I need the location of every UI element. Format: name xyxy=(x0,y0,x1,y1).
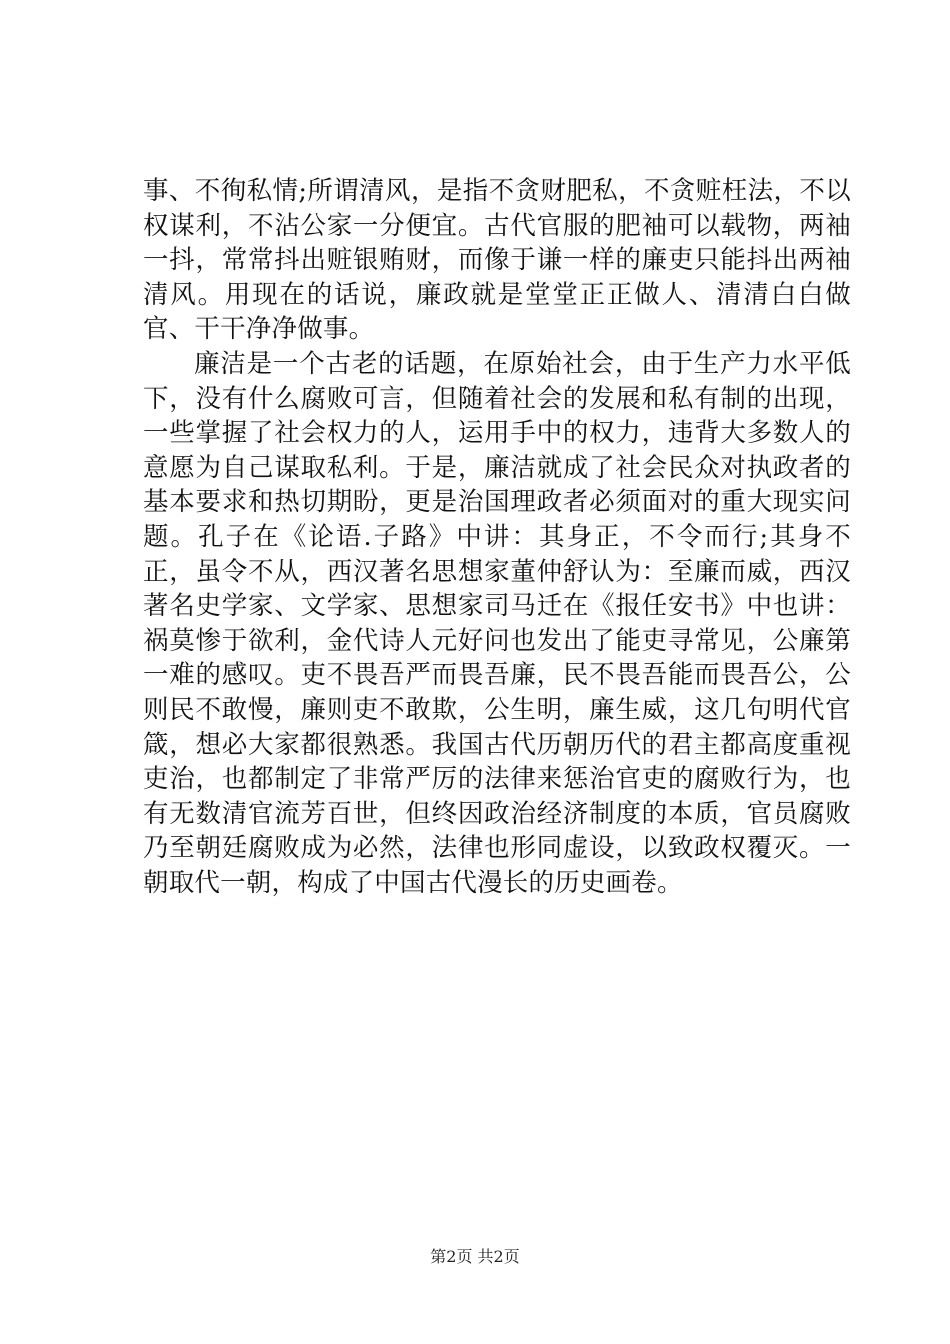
paragraph-1: 事、不徇私情;所谓清风，是指不贪财肥私，不贪赃枉法，不以权谋利，不沾公家一分便宜。古代官服的肥袖可以载物，两袖一抖，常常抖出赃银贿财，而像于谦一样的廉吏只能抖出两袖清风。用现在的话说，廉政就是堂堂正正做人、清清白白做官、干干净净做事。 xyxy=(143,176,851,345)
page-footer: 第2页 共2页 xyxy=(430,1247,520,1266)
document-body xyxy=(143,174,851,900)
paragraph-2: 廉洁是一个古老的话题，在原始社会，由于生产力水平低下，没有什么腐败可言，但随着社会的发展和私有制的出现，一些掌握了社会权力的人，运用手中的权力，违背大多数人的意愿为自己谋取私利。于是，廉洁就成了社会民众对执政者的基本要求和热切期盼，更是治国理政者必须面对的重大现实问题。孔子在《论语.子路》中讲：其身正，不令而行;其身不正，虽令不从，西汉著名思想家董仲舒认为：至廉而威，西汉著名史学家、文学家、思想家司马迁在《报任安书》中也讲：祸莫惨于欲利，金代诗人元好问也发出了能吏寻常见，公廉第一难的感叹。吏不畏吾严而畏吾廉，民不畏吾能而畏吾公，公则民不敢慢，廉则吏不敢欺，公生明，廉生威，这几句明代官箴，想必大家都很熟悉。我国古代历朝历代的君主都高度重视吏治，也都制定了非常严厉的法律来惩治官吏的腐败行为，也有无数清官流芳百世，但终因政治经济制度的本质，官员腐败乃至朝廷腐败成为必然，法律也形同虚设，以致政权覆灭。一朝取代一朝，构成了中国古代漫长的历史画卷。 xyxy=(143,348,851,898)
